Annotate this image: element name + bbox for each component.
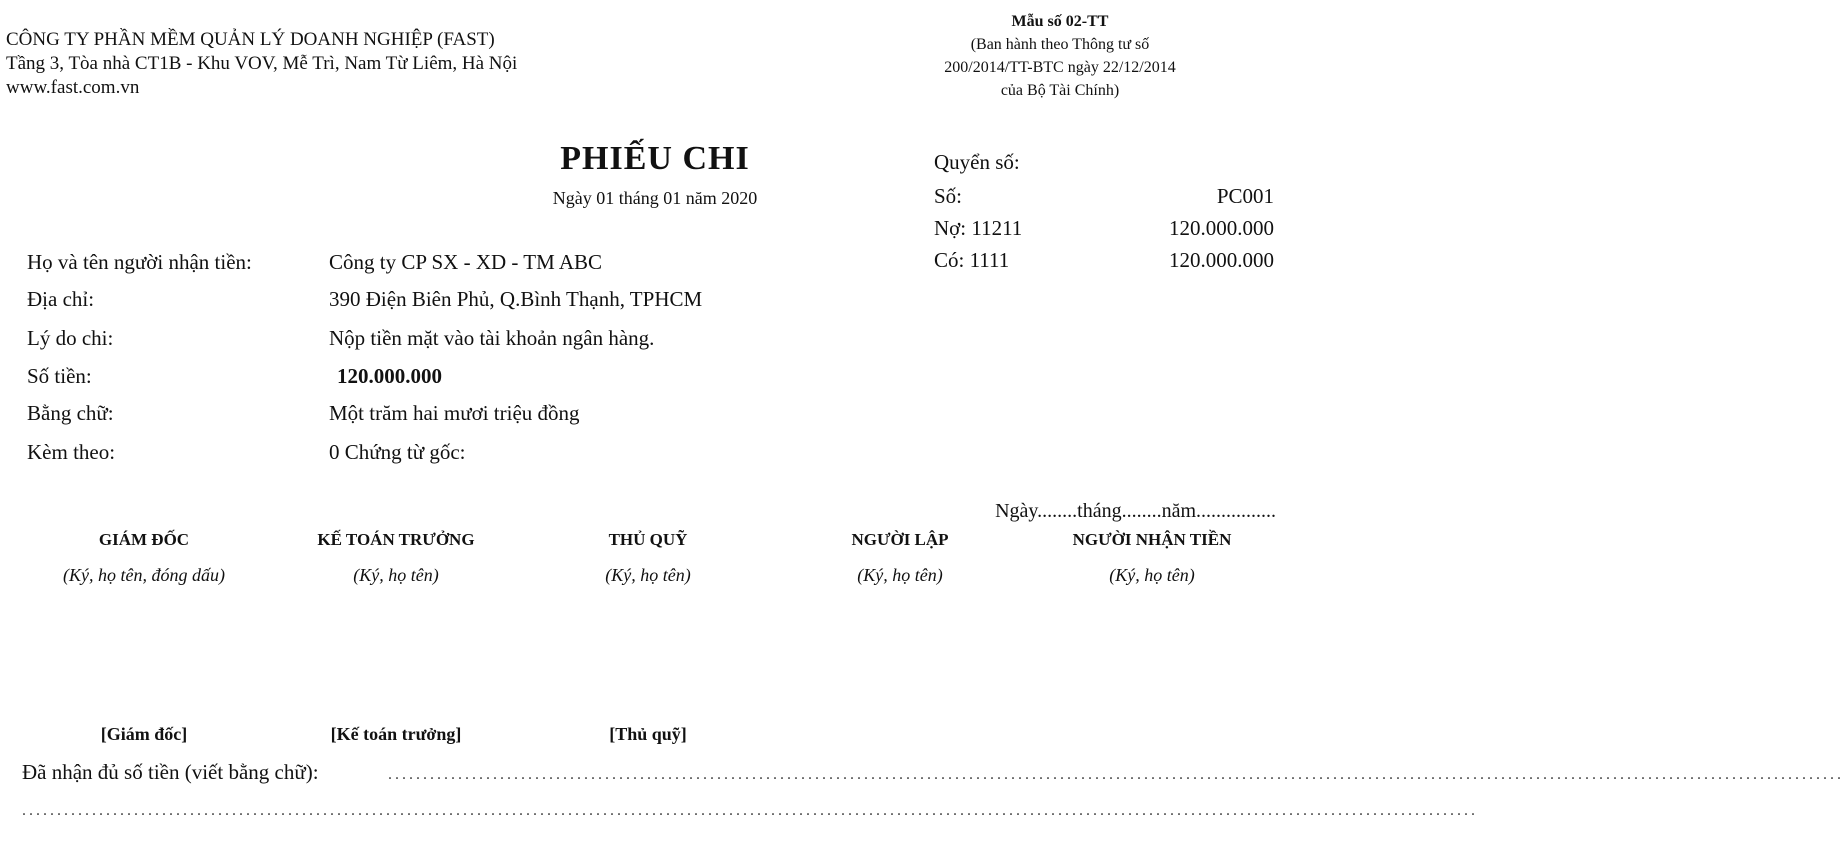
attachment-value: 0 Chứng từ gốc:: [329, 440, 466, 464]
attachment-label: Kèm theo:: [27, 440, 116, 464]
amount-words-value: Một trăm hai mươi triệu đồng: [329, 401, 580, 425]
director-title: GIÁM ĐỐC: [98, 530, 190, 549]
amount-value: 120.000.000: [337, 364, 442, 388]
voucher-date: Ngày 01 tháng 01 năm 2020: [552, 188, 758, 208]
form-number: Mẫu số 02-TT: [1011, 13, 1109, 30]
recipient-label: Họ và tên người nhận tiền:: [27, 250, 252, 274]
reason-value: Nộp tiền mặt vào tài khoản ngân hàng.: [329, 326, 655, 350]
received-amount-dots-second: ................................................................................................................................................................................................................: [22, 802, 1478, 819]
credit-account: [934, 248, 1274, 278]
company-name: CÔNG TY PHẦN MỀM QUẢN LÝ DOANH NGHIỆP (FAST): [6, 29, 495, 50]
cashier-title: THỦ QUỸ: [608, 530, 688, 549]
address-label: Địa chỉ:: [27, 287, 95, 311]
received-amount-dots: ................................................................................................................................................................................................................: [388, 766, 1844, 783]
page-title: PHIẾU CHI: [560, 140, 750, 177]
amount-words-label: Bằng chữ:: [27, 401, 114, 425]
chief-accountant-note: (Ký, họ tên): [353, 565, 439, 585]
voucher-number-label: Số:: [934, 184, 963, 208]
amount-label: Số tiền:: [27, 364, 92, 388]
book-number-label: Quyển số:: [934, 150, 1020, 174]
debit-account-value: 120.000.000: [1169, 216, 1274, 240]
form-info-line: 200/2014/TT-BTC ngày 22/12/2014: [944, 59, 1176, 76]
form-info-line: của Bộ Tài Chính): [1000, 82, 1120, 99]
credit-account-value: 120.000.000: [1169, 248, 1274, 272]
book-number: [934, 150, 1274, 180]
company-website: www.fast.com.vn: [6, 77, 140, 98]
form-info-line: (Ban hành theo Thông tư số: [970, 36, 1150, 53]
received-amount-line: [22, 760, 319, 785]
recipient-signature-note: (Ký, họ tên): [1109, 565, 1195, 585]
debit-account: [934, 216, 1274, 246]
debit-account-label: Nợ: 11211: [934, 216, 1023, 240]
voucher-number: [934, 184, 1274, 214]
preparer-note: (Ký, họ tên): [857, 565, 943, 585]
director-name: [Giám đốc]: [100, 724, 188, 744]
company-address: Tầng 3, Tòa nhà CT1B - Khu VOV, Mễ Trì, Nam Từ Liêm, Hà Nội: [6, 53, 518, 74]
address-value: 390 Điện Biên Phủ, Q.Bình Thạnh, TPHCM: [329, 287, 703, 311]
chief-accountant-name: [Kế toán trưởng]: [330, 724, 462, 744]
reason-label: Lý do chi:: [27, 326, 114, 350]
preparer-title: NGƯỜI LẬP: [851, 530, 949, 549]
cashier-name: [Thủ quỹ]: [609, 724, 687, 744]
voucher-number-value: PC001: [1216, 184, 1274, 208]
recipient-signature-title: NGƯỜI NHẬN TIỀN: [1072, 530, 1232, 549]
cashier-note: (Ký, họ tên): [605, 565, 691, 585]
credit-account-label: Có: 1111: [934, 248, 1010, 272]
chief-accountant-title: KẾ TOÁN TRƯỞNG: [317, 530, 475, 549]
received-amount-label: Đã nhận đủ số tiền (viết bằng chữ):: [22, 760, 319, 784]
recipient-value: Công ty CP SX - XD - TM ABC: [329, 250, 603, 274]
form-info: [890, 10, 1230, 102]
signature-date-line: Ngày........tháng........năm................: [995, 500, 1276, 522]
director-note: (Ký, họ tên, đóng dấu): [63, 565, 225, 585]
